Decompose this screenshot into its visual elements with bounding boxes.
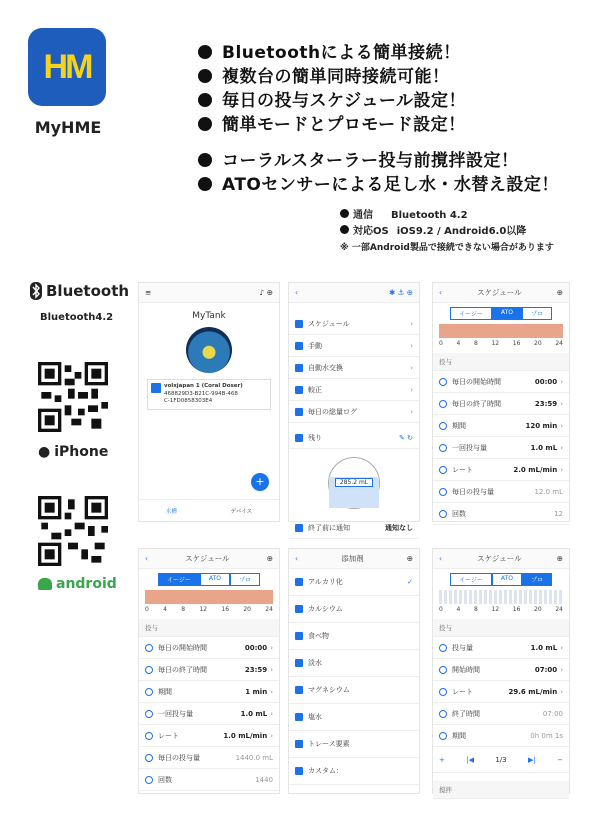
bluetooth-logo: Bluetooth xyxy=(30,282,129,300)
feature-1: Bluetoothによる簡単接続！ xyxy=(198,38,461,63)
spec-note: ※ 一部Android製品で接続できない場合があります xyxy=(340,243,554,253)
device-name: volxjapan 1 (Coral Doser) xyxy=(164,383,243,389)
menu-daily-log[interactable]: 毎日の総量ログ › xyxy=(289,401,419,423)
screen-schedule-easy xyxy=(138,548,280,794)
tank-avatar xyxy=(186,327,232,373)
screen-title: スケジュール xyxy=(477,554,522,563)
remaining-row: 残り ✎ ↻ xyxy=(289,427,419,449)
android-label: android xyxy=(38,576,117,592)
tab-ato[interactable]: ATO xyxy=(200,573,230,586)
additive-trace[interactable]: トレース要素 xyxy=(289,731,419,758)
bluetooth-icon xyxy=(30,282,42,300)
prev-icon[interactable]: |◀ xyxy=(466,755,474,764)
additive-magnesium[interactable]: マグネシウム xyxy=(289,677,419,704)
tab-pro[interactable]: プロ xyxy=(230,573,260,586)
feature-4: 簡単モードとプロモード設定！ xyxy=(198,110,466,135)
next-icon[interactable]: ▶| xyxy=(527,755,536,764)
bluetooth-icon[interactable]: ✱ ⚓ ⊕ xyxy=(388,288,413,297)
feature-3: 毎日の投与スケジュール設定！ xyxy=(198,86,466,111)
count-row: 回数 1440 xyxy=(139,769,279,791)
timeline-ticks: 0 4 8 12 16 20 24 xyxy=(439,606,563,613)
bluetooth-version: Bluetooth4.2 xyxy=(40,312,114,323)
additive-saltwater[interactable]: 塩水 xyxy=(289,704,419,731)
app-icon xyxy=(28,28,106,106)
additive-calcium[interactable]: カルシウム xyxy=(289,596,419,623)
tab-pro[interactable]: プロ xyxy=(522,307,552,320)
app-icon-letters: HM xyxy=(43,47,91,86)
additive-food[interactable]: 食べ物 xyxy=(289,623,419,650)
menu-calibration[interactable]: 較正 › xyxy=(289,379,419,401)
remove-icon[interactable]: − xyxy=(557,755,563,764)
ios-qr-code xyxy=(38,362,108,432)
iphone-label: ● iPhone xyxy=(38,444,109,460)
header xyxy=(139,283,279,303)
globe-icon[interactable]: ⊕ xyxy=(266,554,273,563)
timeline-bar xyxy=(439,590,563,604)
nav-tank[interactable]: 水槽 xyxy=(165,508,177,515)
mode-tabs xyxy=(433,573,569,586)
device-icon xyxy=(151,383,161,393)
screen-title: スケジュール xyxy=(185,554,230,563)
section-dosing: 投与 xyxy=(433,619,569,637)
apple-icon: ● xyxy=(38,444,51,460)
section-stir: 撹拌 xyxy=(433,781,569,799)
back-icon[interactable]: ‹ xyxy=(439,554,442,563)
device-id: 468829D3-B21C-994B-468 xyxy=(164,390,238,397)
timeline-ticks: 0 4 8 12 16 20 24 xyxy=(145,606,273,613)
mode-tabs xyxy=(139,573,279,586)
tank-title: MyTank xyxy=(192,311,226,321)
period-row[interactable]: 期間 120 min › xyxy=(433,415,569,437)
end-time-row: 終了時間 07:00 xyxy=(433,703,569,725)
back-icon[interactable]: ‹ xyxy=(295,554,298,563)
back-icon[interactable]: ‹ xyxy=(295,288,298,297)
tab-ato[interactable]: ATO xyxy=(492,573,522,586)
rate-row[interactable]: レート 29.6 mL/min › xyxy=(433,681,569,703)
dose-row[interactable]: 一回投与量 1.0 mL › xyxy=(139,703,279,725)
tab-ato[interactable]: ATO xyxy=(492,307,522,320)
section-dosing: 投与 xyxy=(433,353,569,371)
timeline-ticks: 0 4 8 12 16 20 24 xyxy=(439,340,563,347)
globe-icon[interactable]: ⊕ xyxy=(556,288,563,297)
globe-icon[interactable]: ⊕ xyxy=(406,554,413,563)
section-dosing: 投与 xyxy=(139,619,279,637)
back-icon[interactable]: ‹ xyxy=(145,554,148,563)
app-name: MyHME xyxy=(34,118,102,137)
edit-icon[interactable]: ✎ xyxy=(399,433,405,442)
daily-dose-row: 毎日の投与量 12.0 mL xyxy=(433,481,569,503)
count-row: 回数 12 xyxy=(433,503,569,525)
screen-title: スケジュール xyxy=(477,288,522,297)
refresh-icon[interactable]: ↻ xyxy=(407,433,413,442)
menu-manual[interactable]: 手動 › xyxy=(289,335,419,357)
tab-easy[interactable]: イージー xyxy=(450,307,492,320)
feature-6: ATOセンサーによる足し水・水替え設定！ xyxy=(198,170,559,195)
timeline-bar xyxy=(145,590,273,604)
timeline-bar xyxy=(439,324,563,338)
end-time-row[interactable]: 毎日の終了時間 23:59 › xyxy=(139,659,279,681)
rate-row[interactable]: レート 2.0 mL/min › xyxy=(433,459,569,481)
menu-auto-water-change[interactable]: 自動水交換 › xyxy=(289,357,419,379)
additive-alkalinity[interactable]: アルカリ化 ✓ xyxy=(289,569,419,596)
rate-row[interactable]: レート 1.0 mL/min › xyxy=(139,725,279,747)
screen-title: 添加剤 xyxy=(341,554,364,563)
add-icon[interactable]: + xyxy=(439,755,445,764)
android-qr-code xyxy=(38,496,108,566)
bell-icon[interactable]: ♪ xyxy=(259,288,265,297)
additive-freshwater[interactable]: 淡水 xyxy=(289,650,419,677)
page-indicator: 1/3 xyxy=(495,755,507,764)
nav-device[interactable]: デバイス xyxy=(230,508,253,515)
screen-schedule-pro xyxy=(432,548,570,794)
screen-menu xyxy=(288,282,420,532)
end-time-row[interactable]: 毎日の終了時間 23:59 › xyxy=(433,393,569,415)
start-time-row[interactable]: 毎日の開始時間 00:00 › xyxy=(433,371,569,393)
menu-icon[interactable]: ≡ xyxy=(145,288,152,297)
spec-comm: 通信 Bluetooth 4.2 xyxy=(340,206,468,221)
dose-row[interactable]: 投与量 1.0 mL › xyxy=(433,637,569,659)
tab-easy[interactable]: イージー xyxy=(450,573,492,586)
feature-2: 複数台の簡単同時接続可能！ xyxy=(198,62,450,87)
feature-5: コーラルスターラー投与前撹拌設定！ xyxy=(198,146,518,171)
back-icon[interactable]: ‹ xyxy=(439,288,442,297)
screen-schedule-ato xyxy=(432,282,570,522)
start-time-row[interactable]: 開始時間 07:00 › xyxy=(433,659,569,681)
spec-os: 対応OS iOS9.2 / Android6.0以降 xyxy=(340,222,526,237)
device-card[interactable] xyxy=(147,379,271,410)
remaining-value: 285.2 mL xyxy=(335,478,373,487)
pager xyxy=(433,747,569,773)
mode-tabs xyxy=(433,307,569,320)
period-row[interactable]: 期間 1 min › xyxy=(139,681,279,703)
globe-icon[interactable]: ⊕ xyxy=(266,288,273,297)
dose-row[interactable]: 一回投与量 1.0 mL › xyxy=(433,437,569,459)
period-row: 期間 0h 0m 1s xyxy=(433,725,569,747)
screen-additives xyxy=(288,548,420,794)
add-device-button[interactable]: + xyxy=(251,473,269,491)
start-time-row[interactable]: 毎日の開始時間 00:00 › xyxy=(139,637,279,659)
tab-easy[interactable]: イージー xyxy=(158,573,200,586)
tab-pro[interactable]: プロ xyxy=(522,573,552,586)
notify-row[interactable]: 終了前に通知 通知なし xyxy=(289,517,419,539)
check-icon: ✓ xyxy=(407,578,413,586)
android-icon xyxy=(38,578,52,590)
daily-dose-row: 毎日の投与量 1440.0 mL xyxy=(139,747,279,769)
device-id-cont: C-1FD0858303E4 xyxy=(164,398,213,405)
remaining-gauge xyxy=(328,457,380,509)
additive-custom[interactable]: カスタム： xyxy=(289,758,419,785)
menu-schedule[interactable]: スケジュール › xyxy=(289,313,419,335)
screen-mytank xyxy=(138,282,280,522)
globe-icon[interactable]: ⊕ xyxy=(556,554,563,563)
